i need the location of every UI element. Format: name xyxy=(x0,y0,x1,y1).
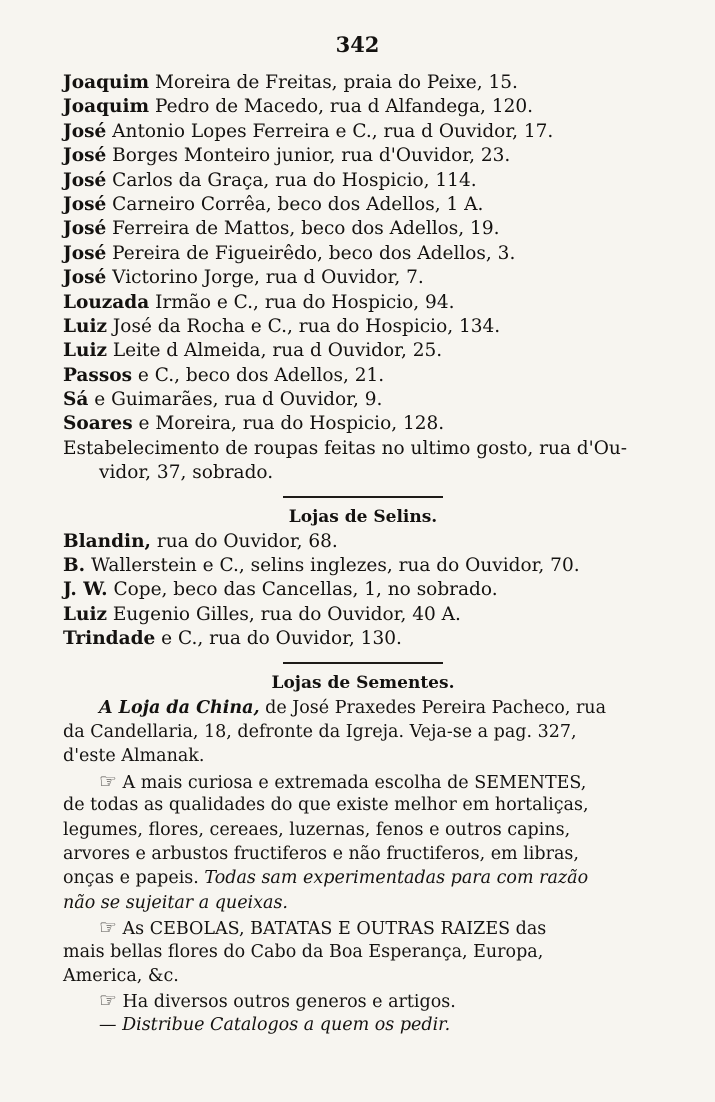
entry-name: José xyxy=(63,242,107,264)
entry-detail: Moreira de Freitas, praia do Peixe, 15. xyxy=(154,72,518,93)
list-item xyxy=(63,603,663,627)
pointing-hand-icon: ☞ xyxy=(99,768,117,793)
text: de José Praxedes Pereira Pacheco, rua xyxy=(265,697,607,718)
sementes-line: de todas as qualidades do que existe melhor em hortaliças, xyxy=(63,795,589,816)
entry-detail: Victorino Jorge, rua d Ouvidor, 7. xyxy=(112,267,424,289)
list-item xyxy=(63,120,663,144)
list-item xyxy=(63,627,663,651)
entry-detail: Pedro de Macedo, rua d Alfandega, 120. xyxy=(154,96,534,118)
entry-detail: Carneiro Corrêa, beco dos Adellos, 1 A. xyxy=(112,193,484,215)
entry-name: José xyxy=(63,193,107,215)
sementes-line: da Candellaria, 18, defronte da Igreja. Veja-se a pag. 327, xyxy=(63,721,577,742)
entry-detail: Wallerstein e C., selins inglezes, rua do Ouvidor, 70. xyxy=(90,555,580,577)
entry-name: J. W. xyxy=(63,579,108,601)
entry-detail: Borges Monteiro junior, rua d'Ouvidor, 23. xyxy=(112,145,511,167)
entry-detail: José da Rocha e C., rua do Hospicio, 134. xyxy=(112,315,501,337)
sementes-line: d'este Almanak. xyxy=(63,746,205,767)
entry-detail: Antonio Lopes Ferreira e C., rua d Ouvidor, 17. xyxy=(112,120,554,142)
sementes-line: America, &c. xyxy=(63,965,179,986)
entry-name: Luiz xyxy=(63,315,107,337)
list-item xyxy=(63,217,663,241)
entry-detail: Irmão e C., rua do Hospicio, 94. xyxy=(155,291,455,313)
sementes-line: arvores e arbustos fructiferos e não fructiferos, em libras, xyxy=(63,843,579,864)
entry-detail: Pereira de Figueirêdo, beco dos Adellos, 3. xyxy=(112,242,516,264)
entry-detail: Leite d Almeida, rua d Ouvidor, 25. xyxy=(112,340,443,362)
entry-detail: e C., rua do Ouvidor, 130. xyxy=(161,628,402,650)
sementes-section xyxy=(63,696,663,1037)
sementes-line xyxy=(63,915,663,939)
list-item xyxy=(63,554,663,578)
entry-name: Blandin, xyxy=(63,530,151,552)
entry-detail: e Guimarães, rua d Ouvidor, 9. xyxy=(94,389,383,411)
page-number: 342 xyxy=(335,32,380,57)
list-item xyxy=(63,339,663,363)
sementes-line xyxy=(63,866,663,890)
entry-name: Soares xyxy=(63,413,133,435)
list-item xyxy=(63,315,663,339)
list-item xyxy=(63,71,663,95)
list-item xyxy=(63,578,663,602)
tailor-list xyxy=(63,71,663,437)
list-item xyxy=(63,169,663,193)
entry-name: José xyxy=(63,145,107,167)
text: Ha diversos outros generos e artigos. xyxy=(122,992,456,1013)
text: Todas sam experimentadas para com razão xyxy=(204,868,589,889)
list-item xyxy=(63,412,663,436)
entry-name: José xyxy=(63,120,107,142)
text: onças e papeis. xyxy=(63,868,199,889)
list-item xyxy=(63,364,663,388)
heading-selins: Lojas de Selins. xyxy=(288,506,438,527)
entry-name: Trindade xyxy=(63,628,156,650)
text: A mais curiosa e extremada escolha de SEMENTES, xyxy=(122,772,587,793)
establishment-line-1: Estabelecimento de roupas feitas no ultimo gosto, rua d'Ou- xyxy=(63,437,628,459)
list-item xyxy=(63,144,663,168)
pointing-hand-icon: ☞ xyxy=(99,915,117,940)
entry-name: José xyxy=(63,169,107,191)
entry-name: Luiz xyxy=(63,603,107,625)
pointing-hand-icon: ☞ xyxy=(99,988,117,1013)
entry-detail: Cope, beco das Cancellas, 1, no sobrado. xyxy=(113,579,498,601)
entry-name: Passos xyxy=(63,364,132,386)
sementes-line xyxy=(63,988,663,1012)
shop-name: A Loja da China, xyxy=(99,697,260,718)
entry-detail: rua do Ouvidor, 68. xyxy=(156,530,338,552)
entry-name: Luiz xyxy=(63,340,107,362)
entry-name: Sá xyxy=(63,389,89,411)
list-item xyxy=(63,530,663,554)
entry-detail: e C., beco dos Adellos, 21. xyxy=(137,364,385,386)
entry-name: José xyxy=(63,267,107,289)
entry-name: B. xyxy=(63,555,86,577)
section-divider xyxy=(283,496,443,498)
section-divider xyxy=(283,662,443,664)
sementes-line: não se sujeitar a queixas. xyxy=(63,892,288,913)
sementes-line xyxy=(63,696,663,720)
entry-detail: e Moreira, rua do Hospicio, 128. xyxy=(138,413,445,435)
heading-sementes: Lojas de Sementes. xyxy=(271,672,455,693)
entry-detail: Carlos da Graça, rua do Hospicio, 114. xyxy=(112,169,477,191)
entry-name: Joaquim xyxy=(63,96,150,118)
sementes-line: — Distribue Catalogos a quem os pedir. xyxy=(99,1014,451,1035)
list-item xyxy=(63,95,663,119)
entry-name: José xyxy=(63,218,107,240)
selins-list xyxy=(63,530,663,652)
page-body xyxy=(63,71,663,1037)
sementes-line: legumes, flores, cereaes, luzernas, fenos e outros capins, xyxy=(63,819,571,840)
entry-detail: Eugenio Gilles, rua do Ouvidor, 40 A. xyxy=(112,603,461,625)
list-item xyxy=(63,266,663,290)
entry-detail: Ferreira de Mattos, beco dos Adellos, 19. xyxy=(112,218,500,240)
establishment-line-2: vidor, 37, sobrado. xyxy=(99,462,274,484)
list-item xyxy=(63,388,663,412)
list-item xyxy=(63,193,663,217)
list-item xyxy=(63,242,663,266)
sementes-line: mais bellas flores do Cabo da Boa Esperança, Europa, xyxy=(63,941,544,962)
entry-name: Joaquim xyxy=(63,72,150,93)
list-item xyxy=(63,291,663,315)
entry-name: Louzada xyxy=(63,291,150,313)
sementes-line xyxy=(63,769,663,793)
text: As CEBOLAS, BATATAS E OUTRAS RAIZES das xyxy=(122,919,547,940)
